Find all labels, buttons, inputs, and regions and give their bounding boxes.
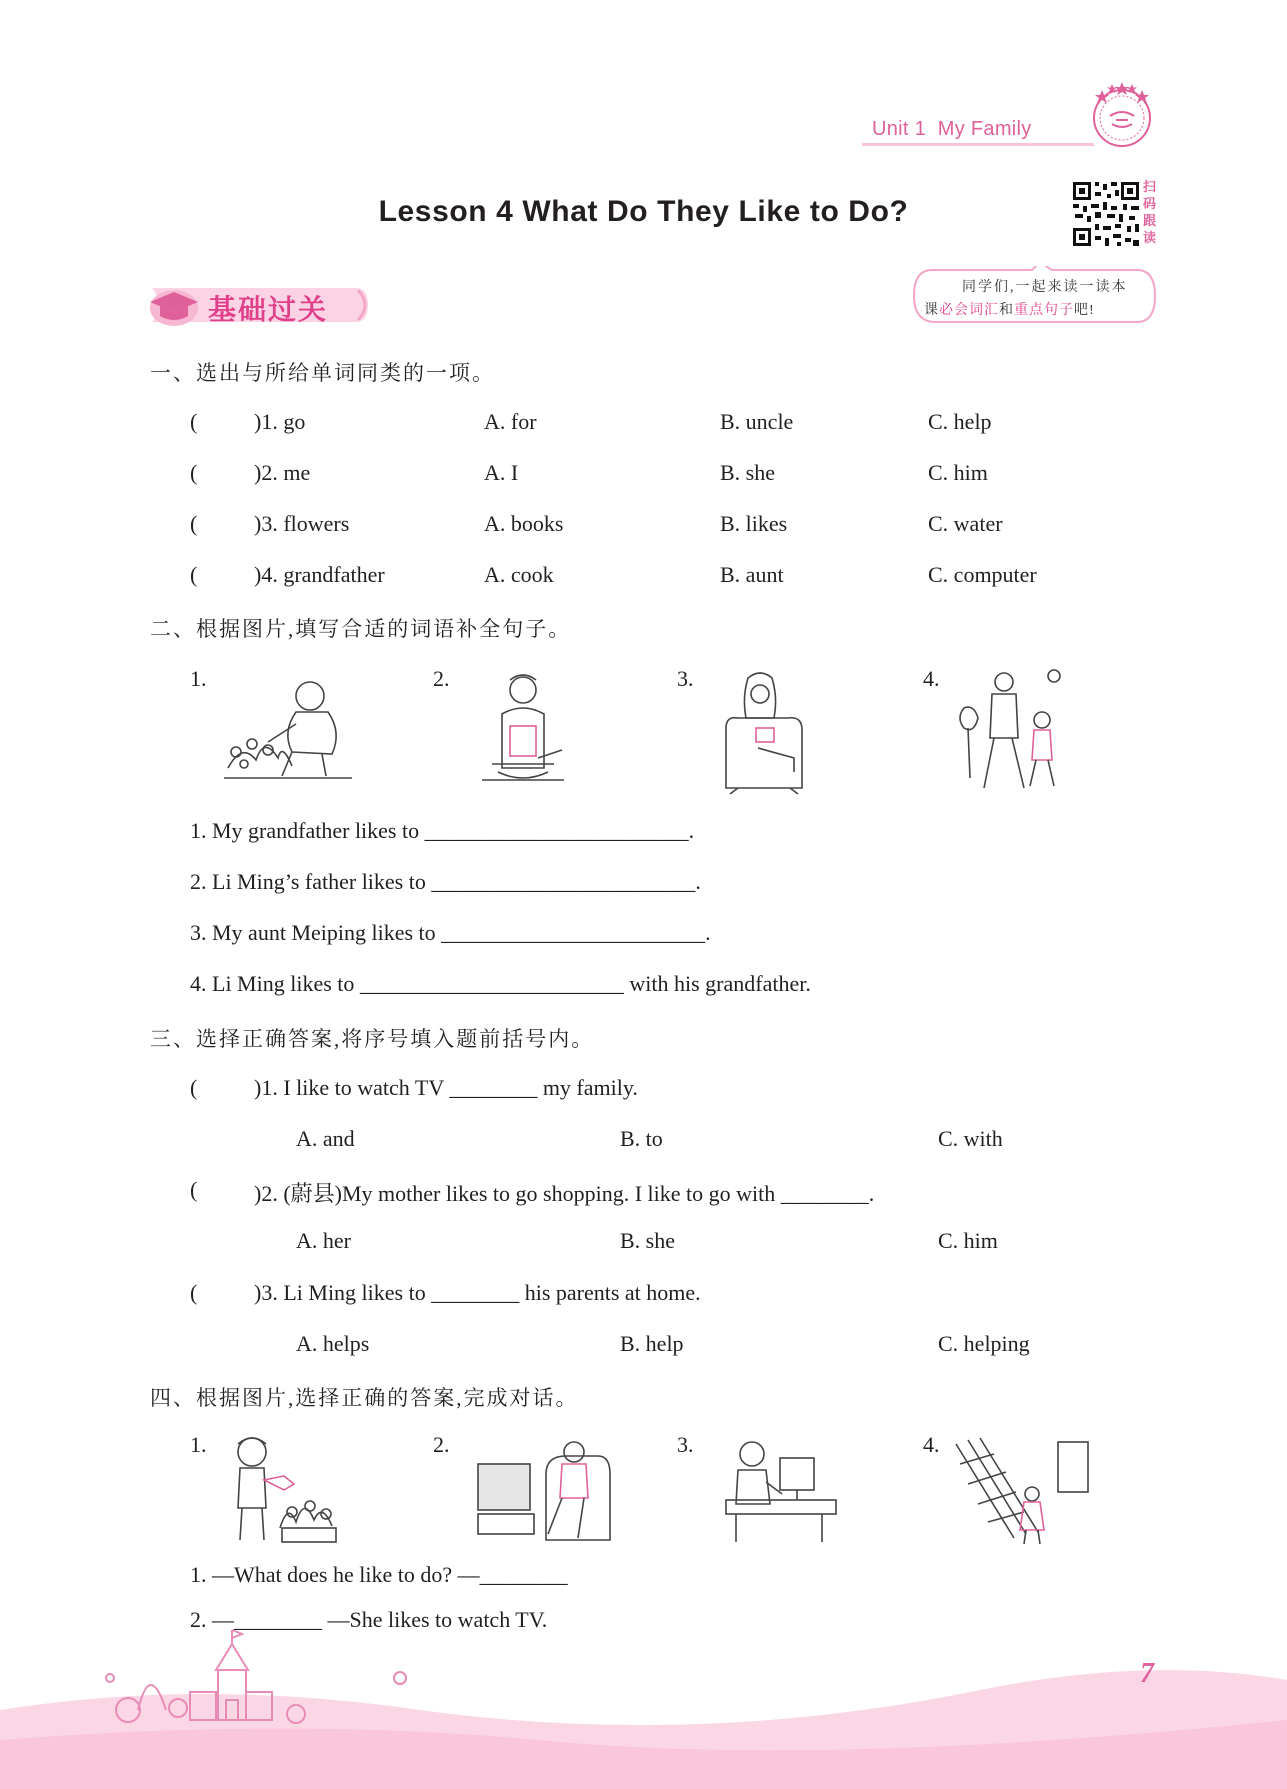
man-using-computer-image [722, 1434, 840, 1546]
option-b: B. she [720, 460, 775, 485]
unit-number: Unit 1 [872, 118, 927, 140]
option-b: B. to [620, 1126, 663, 1151]
section3-title: 三、选择正确答案,将序号填入题前括号内。 [150, 1027, 595, 1051]
grandfather-gardening-image [222, 672, 362, 784]
fill-sentence[interactable]: 3. My aunt Meiping likes to ________________________. [190, 920, 711, 945]
unit-label [872, 118, 1032, 141]
father-cooking-image [478, 668, 568, 786]
option-a: A. her [296, 1228, 351, 1253]
boy-watering-flowers-image [222, 1432, 342, 1548]
dialog-line[interactable]: 2. —________ —She likes to watch TV. [190, 1607, 548, 1632]
answer-paren[interactable]: ( [190, 1280, 198, 1305]
tip-highlight-vocab: 必会词汇 [939, 303, 999, 318]
option-b: B. uncle [720, 409, 794, 434]
option-a: A. I [484, 460, 519, 485]
qr-code-icon[interactable] [1071, 180, 1141, 248]
option-c: C. with [938, 1126, 1003, 1151]
picture-number: 2. [433, 666, 450, 691]
unit-title: My Family [937, 118, 1032, 140]
answer-paren[interactable]: ( [190, 1075, 198, 1100]
answer-paren[interactable]: ( [190, 1177, 198, 1202]
woman-watching-tv-image [474, 1434, 612, 1548]
option-a: A. for [484, 409, 537, 434]
option-a: A. cook [484, 562, 554, 587]
picture-number: 1. [190, 666, 207, 691]
option-c: C. him [938, 1228, 998, 1253]
picture-number: 1. [190, 1432, 207, 1457]
option-c: C. computer [928, 562, 1037, 587]
girl-shopping-image [954, 1434, 1092, 1546]
section2-title: 二、根据图片,填写合适的词语补全句子。 [150, 617, 572, 641]
section1-title: 一、选出与所给单词同类的一项。 [150, 361, 495, 385]
tip-highlight-sentences: 重点句子 [1014, 303, 1074, 318]
option-c: C. helping [938, 1331, 1030, 1356]
dialog-line[interactable]: 1. —What does he like to do? —________ [190, 1562, 568, 1587]
banner-title: 基础过关 [208, 295, 329, 326]
walking-with-grandfather-image [954, 668, 1070, 796]
tip-line-2 [924, 299, 1095, 319]
tip-text: 课 [924, 303, 939, 318]
unit-underline [862, 143, 1094, 146]
option-b: B. she [620, 1228, 675, 1253]
tip-line-1: 同学们,一起来读一读本 [962, 280, 1128, 295]
option-a: A. and [296, 1126, 355, 1151]
picture-number: 4. [923, 666, 940, 691]
option-b: B. help [620, 1331, 684, 1356]
tip-text: 和 [999, 303, 1014, 318]
question-stem: )2. (蔚县)My mother likes to go shopping. I like to go with ________. [254, 1181, 875, 1206]
answer-paren[interactable]: ( [190, 460, 198, 485]
picture-number: 2. [433, 1432, 450, 1457]
question-word: )1. go [254, 409, 306, 434]
answer-paren[interactable]: ( [190, 511, 198, 536]
question-stem: )1. I like to watch TV ________ my family. [254, 1075, 638, 1100]
seal-logo-icon [1086, 78, 1158, 150]
lesson-title: Lesson 4 What Do They Like to Do? [378, 195, 909, 228]
picture-number: 3. [677, 666, 694, 691]
option-b: B. likes [720, 511, 788, 536]
answer-paren[interactable]: ( [190, 409, 198, 434]
fill-sentence[interactable]: 4. Li Ming likes to ________________________ with his grandfather. [190, 971, 811, 996]
question-word: )3. flowers [254, 511, 350, 536]
question-stem: )3. Li Ming likes to ________ his parents at home. [254, 1280, 701, 1305]
tip-text: 吧! [1074, 303, 1095, 318]
picture-number: 3. [677, 1432, 694, 1457]
option-a: A. books [484, 511, 564, 536]
footer-decoration [0, 1560, 1287, 1789]
qr-label: 扫码跟读 [1143, 179, 1157, 245]
fill-sentence[interactable]: 1. My grandfather likes to ________________________. [190, 818, 695, 843]
option-a: A. helps [296, 1331, 370, 1356]
section4-title: 四、根据图片,选择正确的答案,完成对话。 [150, 1386, 579, 1410]
aunt-reading-image [718, 668, 810, 798]
page-number: 7 [1140, 1658, 1154, 1689]
graduation-cap-icon [150, 290, 198, 326]
answer-paren[interactable]: ( [190, 562, 198, 587]
option-c: C. help [928, 409, 992, 434]
question-word: )4. grandfather [254, 562, 385, 587]
question-word: )2. me [254, 460, 311, 485]
option-b: B. aunt [720, 562, 784, 587]
fill-sentence[interactable]: 2. Li Ming’s father likes to ________________________. [190, 869, 701, 894]
option-c: C. him [928, 460, 988, 485]
picture-number: 4. [923, 1432, 940, 1457]
option-c: C. water [928, 511, 1003, 536]
